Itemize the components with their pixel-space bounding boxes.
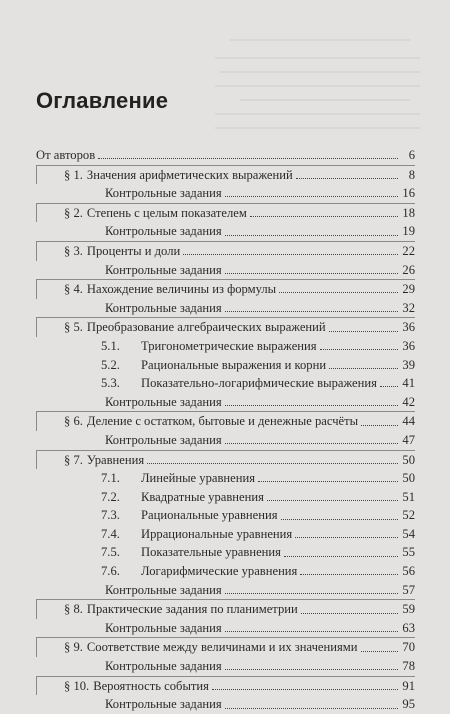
toc-entry[interactable] xyxy=(36,146,415,165)
toc-entry[interactable] xyxy=(36,299,415,318)
toc-entry-page-number: 29 xyxy=(402,282,415,297)
toc-entry-label: Вероятность события xyxy=(93,678,209,693)
toc-entry-page-number: 55 xyxy=(402,545,415,560)
dot-leader xyxy=(301,612,398,614)
toc-entry-label: Контрольные задания xyxy=(105,300,222,315)
dot-leader xyxy=(225,234,398,236)
toc-entry-page-number: 78 xyxy=(402,659,415,674)
dot-leader xyxy=(380,385,398,387)
toc-entry-number: § 3. xyxy=(64,243,83,258)
toc-entry-label: От авторов xyxy=(36,148,96,162)
toc-entry-page-number: 56 xyxy=(402,564,415,579)
dot-leader xyxy=(225,707,398,709)
toc-entry[interactable] xyxy=(36,241,415,261)
toc-entry[interactable] xyxy=(36,261,415,280)
toc-entry[interactable] xyxy=(36,450,415,470)
toc-entry-page-number: 39 xyxy=(402,357,415,372)
toc-entry-page-number: 19 xyxy=(402,224,415,239)
toc-entry[interactable] xyxy=(36,184,415,203)
toc-entry-label: Нахождение величины из формулы xyxy=(86,282,277,297)
toc-entry-label: Соответствие между величинами и их значениями xyxy=(86,640,358,655)
toc-entry[interactable] xyxy=(36,393,415,412)
toc-entry-page-number: 91 xyxy=(402,678,415,693)
dot-leader xyxy=(147,462,398,464)
toc-entry-label: Контрольные задания xyxy=(105,432,222,447)
toc-entry-number: § 2. xyxy=(64,205,83,220)
toc-entry-number: 7.5. xyxy=(101,545,120,560)
toc-entry-number: 7.4. xyxy=(101,526,120,541)
dot-leader xyxy=(225,195,398,197)
toc-entry-page-number: 41 xyxy=(402,376,415,391)
toc-entry[interactable] xyxy=(36,562,415,581)
toc-entry-label: Показательно-логарифмические выражения xyxy=(141,376,377,391)
toc-entry-label: Логарифмические уравнения xyxy=(141,564,298,579)
toc-entry[interactable] xyxy=(36,676,415,696)
toc-entry[interactable] xyxy=(36,431,415,450)
toc-entry[interactable] xyxy=(36,411,415,431)
toc-entry[interactable] xyxy=(36,356,415,375)
toc-entry-label: Контрольные задания xyxy=(105,186,222,201)
toc-entry-number: 5.1. xyxy=(101,338,120,353)
toc-entry-label: Степень с целым показателем xyxy=(86,205,247,220)
toc-entry[interactable] xyxy=(36,337,415,356)
toc-entry-label: Проценты и доли xyxy=(86,243,181,258)
toc-entry-label: Деление с остатком, бытовые и денежные расчёты xyxy=(86,414,359,429)
dot-leader xyxy=(296,177,398,179)
toc-entry-label: Практические задания по планиметрии xyxy=(86,602,298,617)
dot-leader xyxy=(250,215,398,217)
dot-leader xyxy=(320,348,398,350)
toc-entry-label: Контрольные задания xyxy=(105,224,222,239)
toc-entry[interactable] xyxy=(36,657,415,676)
toc-entry-number: § 8. xyxy=(64,602,83,617)
show-through-text xyxy=(0,0,450,140)
toc-entry[interactable] xyxy=(36,599,415,619)
dot-leader xyxy=(225,404,398,406)
toc-entry-label: Квадратные уравнения xyxy=(141,489,264,504)
toc-entry-number: § 7. xyxy=(64,452,83,467)
dot-leader xyxy=(300,573,398,575)
dot-leader xyxy=(98,157,398,159)
toc-entry-page-number: 51 xyxy=(402,489,415,504)
toc-entry[interactable] xyxy=(36,506,415,525)
toc-entry-page-number: 50 xyxy=(402,452,415,467)
toc-entry-number: 5.2. xyxy=(101,357,120,372)
toc-entry[interactable] xyxy=(36,165,415,185)
toc-entry-page-number: 63 xyxy=(402,620,415,635)
toc-entry-label: Линейные уравнения xyxy=(141,471,256,486)
toc-entry-page-number: 36 xyxy=(402,338,415,353)
toc-entry-label: Контрольные задания xyxy=(105,394,222,409)
toc-entry-number: 7.3. xyxy=(101,508,120,523)
toc-entry[interactable] xyxy=(36,469,415,488)
toc-entry-label: Показательные уравнения xyxy=(141,545,281,560)
toc-entry-page-number: 6 xyxy=(408,148,415,162)
toc-entry[interactable] xyxy=(36,222,415,241)
toc-entry-label: Рациональные выражения и корни xyxy=(141,357,327,372)
toc-entry[interactable] xyxy=(36,203,415,223)
toc-entry-page-number: 42 xyxy=(402,394,415,409)
toc-entry-page-number: 70 xyxy=(402,640,415,655)
dot-leader xyxy=(225,668,398,670)
dot-leader xyxy=(281,518,398,520)
toc-entry-page-number: 32 xyxy=(402,300,415,315)
page-title: Оглавление xyxy=(36,88,169,113)
dot-leader xyxy=(183,253,398,255)
dot-leader xyxy=(329,330,398,332)
dot-leader xyxy=(329,367,398,369)
toc-entry-label: Контрольные задания xyxy=(105,262,222,277)
dot-leader xyxy=(361,650,399,652)
toc-entry-page-number: 57 xyxy=(402,582,415,597)
toc-entry-label: Контрольные задания xyxy=(105,582,222,597)
toc-entry-number: 7.6. xyxy=(101,564,120,579)
toc-entry-page-number: 50 xyxy=(402,471,415,486)
toc-entry-number: § 10. xyxy=(64,678,90,693)
dot-leader xyxy=(225,592,398,594)
toc-entry-label: Контрольные задания xyxy=(105,620,222,635)
toc-entry-page-number: 54 xyxy=(402,526,415,541)
toc-entry-page-number: 26 xyxy=(402,262,415,277)
dot-leader xyxy=(212,688,398,690)
toc-entry[interactable] xyxy=(36,543,415,562)
toc-entry-number: § 5. xyxy=(64,320,83,335)
toc-entry-number: 7.1. xyxy=(101,471,120,486)
toc-entry[interactable] xyxy=(36,619,415,638)
toc-entry-page-number: 95 xyxy=(402,697,415,712)
dot-leader xyxy=(225,630,398,632)
toc-entry-page-number: 18 xyxy=(402,205,415,220)
toc-entry-label: Значения арифметических выражений xyxy=(86,167,293,182)
toc-entry-number: § 1. xyxy=(64,167,83,182)
toc-entry-number: § 4. xyxy=(64,282,83,297)
toc-entry-page-number: 47 xyxy=(402,432,415,447)
toc-entry-label: Иррациональные уравнения xyxy=(141,526,293,541)
toc-entry-number: 5.3. xyxy=(101,376,120,391)
toc-entry[interactable] xyxy=(36,695,415,714)
toc-entry[interactable] xyxy=(36,488,415,507)
toc-entry-label: Контрольные задания xyxy=(105,697,222,712)
dot-leader xyxy=(225,272,398,274)
toc-entry[interactable] xyxy=(36,525,415,544)
toc-entry-label: Рациональные уравнения xyxy=(141,508,278,523)
dot-leader xyxy=(284,555,398,557)
toc-entry[interactable] xyxy=(36,279,415,299)
dot-leader xyxy=(361,424,398,426)
toc-entry-page-number: 52 xyxy=(402,508,415,523)
toc-entry-page-number: 59 xyxy=(402,602,415,617)
dot-leader xyxy=(225,442,398,444)
toc-entry-label: Контрольные задания xyxy=(105,659,222,674)
dot-leader xyxy=(267,499,398,501)
toc-entry-page-number: 16 xyxy=(402,186,415,201)
toc-entry-number: § 9. xyxy=(64,640,83,655)
toc-entry[interactable] xyxy=(36,317,415,337)
toc-entry[interactable] xyxy=(36,374,415,393)
toc-entry-page-number: 36 xyxy=(402,320,415,335)
dot-leader xyxy=(225,310,398,312)
toc-entry-number: § 6. xyxy=(64,414,83,429)
toc-entry-number: 7.2. xyxy=(101,489,120,504)
toc-entry-label: Уравнения xyxy=(86,452,145,467)
table-of-contents xyxy=(36,146,415,714)
dot-leader xyxy=(258,480,398,482)
toc-entry[interactable] xyxy=(36,637,415,657)
toc-entry-page-number: 8 xyxy=(408,167,415,182)
toc-entry-page-number: 44 xyxy=(402,414,415,429)
dot-leader xyxy=(295,536,398,538)
toc-entry-label: Преобразование алгебраических выражений xyxy=(86,320,326,335)
dot-leader xyxy=(279,291,398,293)
toc-entry[interactable] xyxy=(36,581,415,600)
toc-entry-label: Тригонометрические выражения xyxy=(141,338,317,353)
toc-entry-page-number: 22 xyxy=(402,243,415,258)
